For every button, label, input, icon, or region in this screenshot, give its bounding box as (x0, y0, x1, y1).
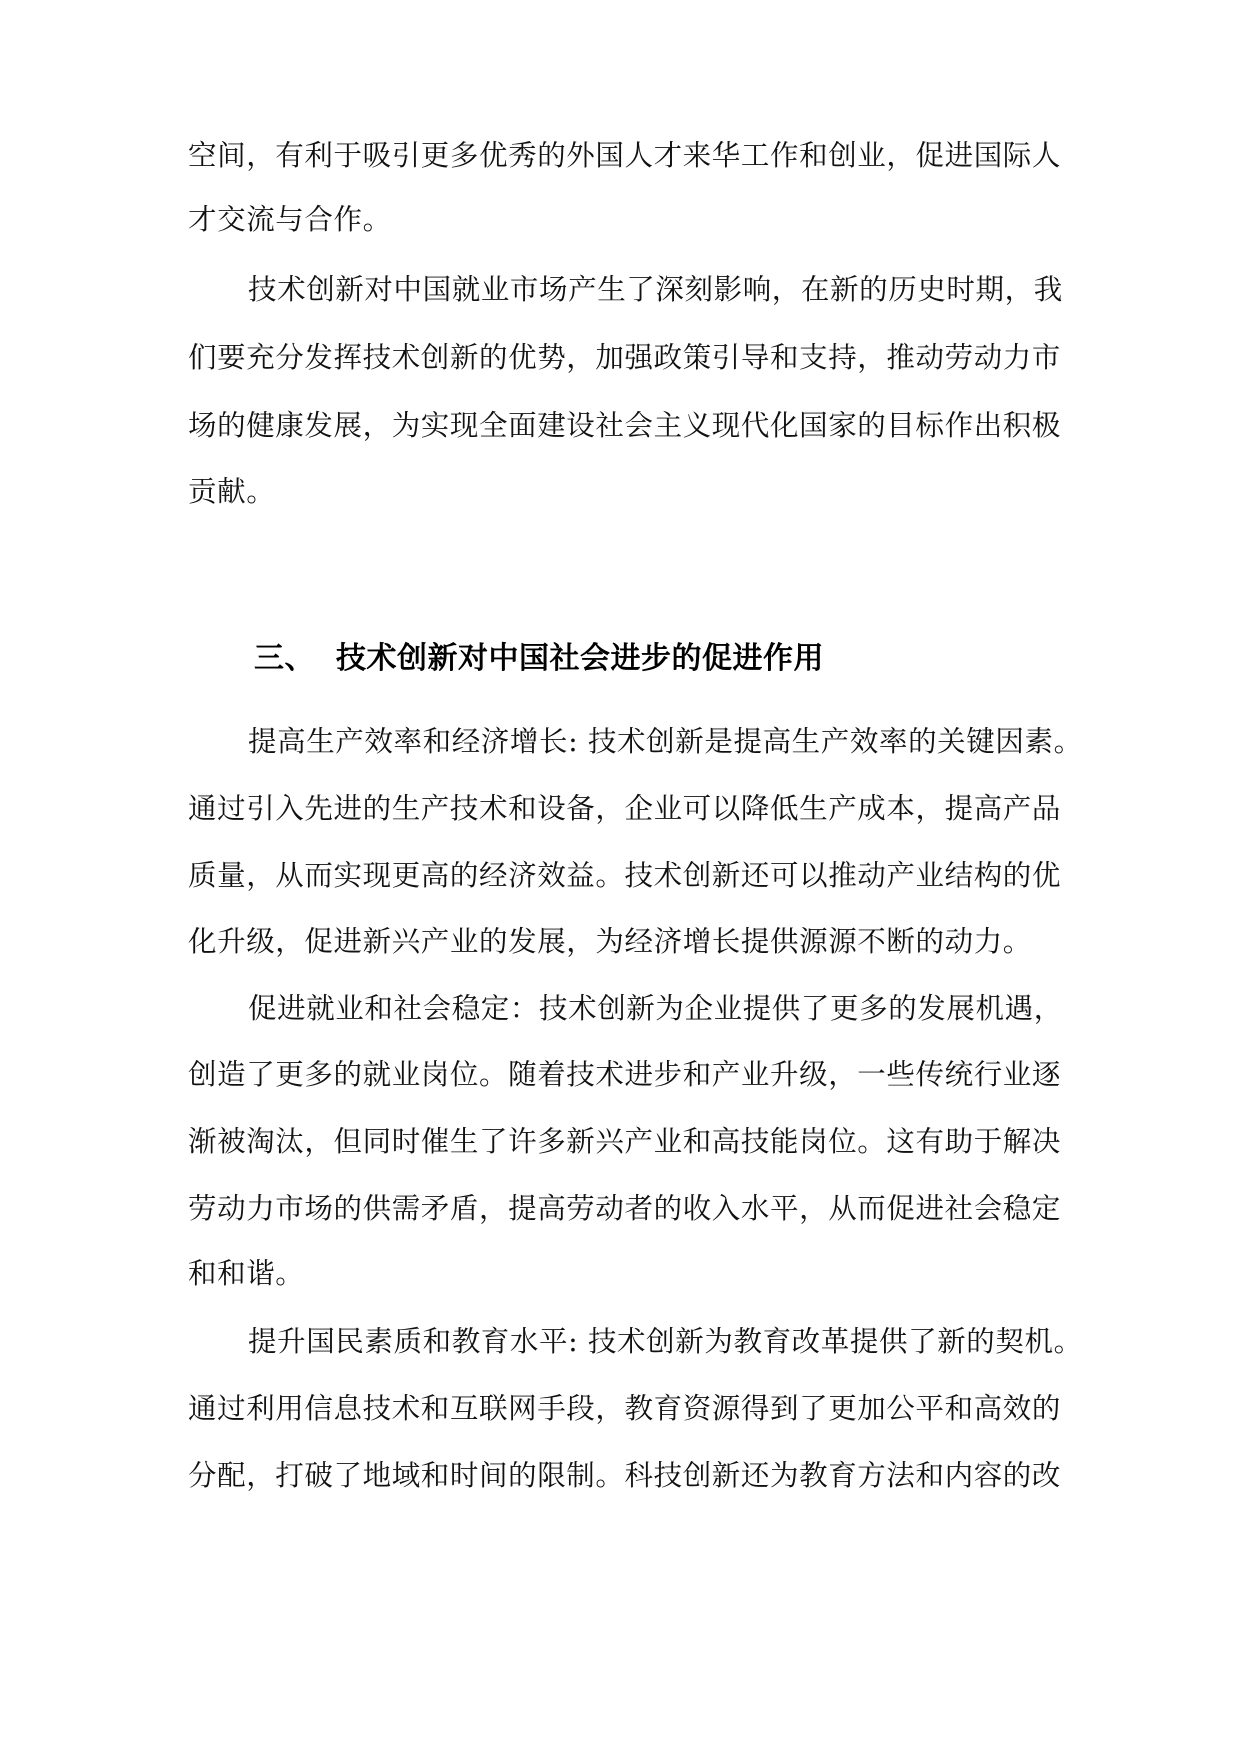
paragraph-line: 化升级，促进新兴产业的发展，为经济增长提供源源不断的动力。 (188, 925, 1032, 958)
paragraph-line: 和和谐。 (188, 1257, 305, 1290)
paragraph-line: 劳动力市场的供需矛盾，提高劳动者的收入水平，从而促进社会稳定 (188, 1192, 1062, 1225)
paragraph-line: 创造了更多的就业岗位。随着技术进步和产业升级，一些传统行业逐 (188, 1058, 1062, 1091)
paragraph-line: 空间，有利于吸引更多优秀的外国人才来华工作和创业，促进国际人 (188, 139, 1062, 172)
section-title: 技术创新对中国社会进步的促进作用 (336, 641, 824, 676)
paragraph-line: 通过利用信息技术和互联网手段，教育资源得到了更加公平和高效的 (188, 1392, 1062, 1425)
paragraph-line: 贡献。 (188, 475, 276, 508)
paragraph-line: 分配，打破了地域和时间的限制。科技创新还为教育方法和内容的改 (188, 1459, 1062, 1492)
paragraph-line: 技术创新对中国就业市场产生了深刻影响，在新的历史时期，我 (248, 273, 1063, 306)
paragraph-line: 质量，从而实现更高的经济效益。技术创新还可以推动产业结构的优 (188, 859, 1062, 892)
section-heading (254, 638, 824, 680)
paragraph-line: 场的健康发展，为实现全面建设社会主义现代化国家的目标作出积极 (188, 409, 1062, 442)
paragraph-line: 才交流与合作。 (188, 203, 392, 236)
section-number: 三、 (254, 641, 315, 676)
paragraph-line: 们要充分发挥技术创新的优势，加强政策引导和支持，推动劳动力市 (188, 341, 1062, 374)
paragraph-line: 促进就业和社会稳定：技术创新为企业提供了更多的发展机遇， (248, 992, 1063, 1025)
paragraph-line: 提升国民素质和教育水平: 技术创新为教育改革提供了新的契机。 (248, 1325, 1083, 1358)
paragraph-line: 渐被淘汰，但同时催生了许多新兴产业和高技能岗位。这有助于解决 (188, 1125, 1062, 1158)
paragraph-line: 通过引入先进的生产技术和设备，企业可以降低生产成本，提高产品 (188, 792, 1062, 825)
paragraph-line: 提高生产效率和经济增长: 技术创新是提高生产效率的关键因素。 (248, 725, 1083, 758)
